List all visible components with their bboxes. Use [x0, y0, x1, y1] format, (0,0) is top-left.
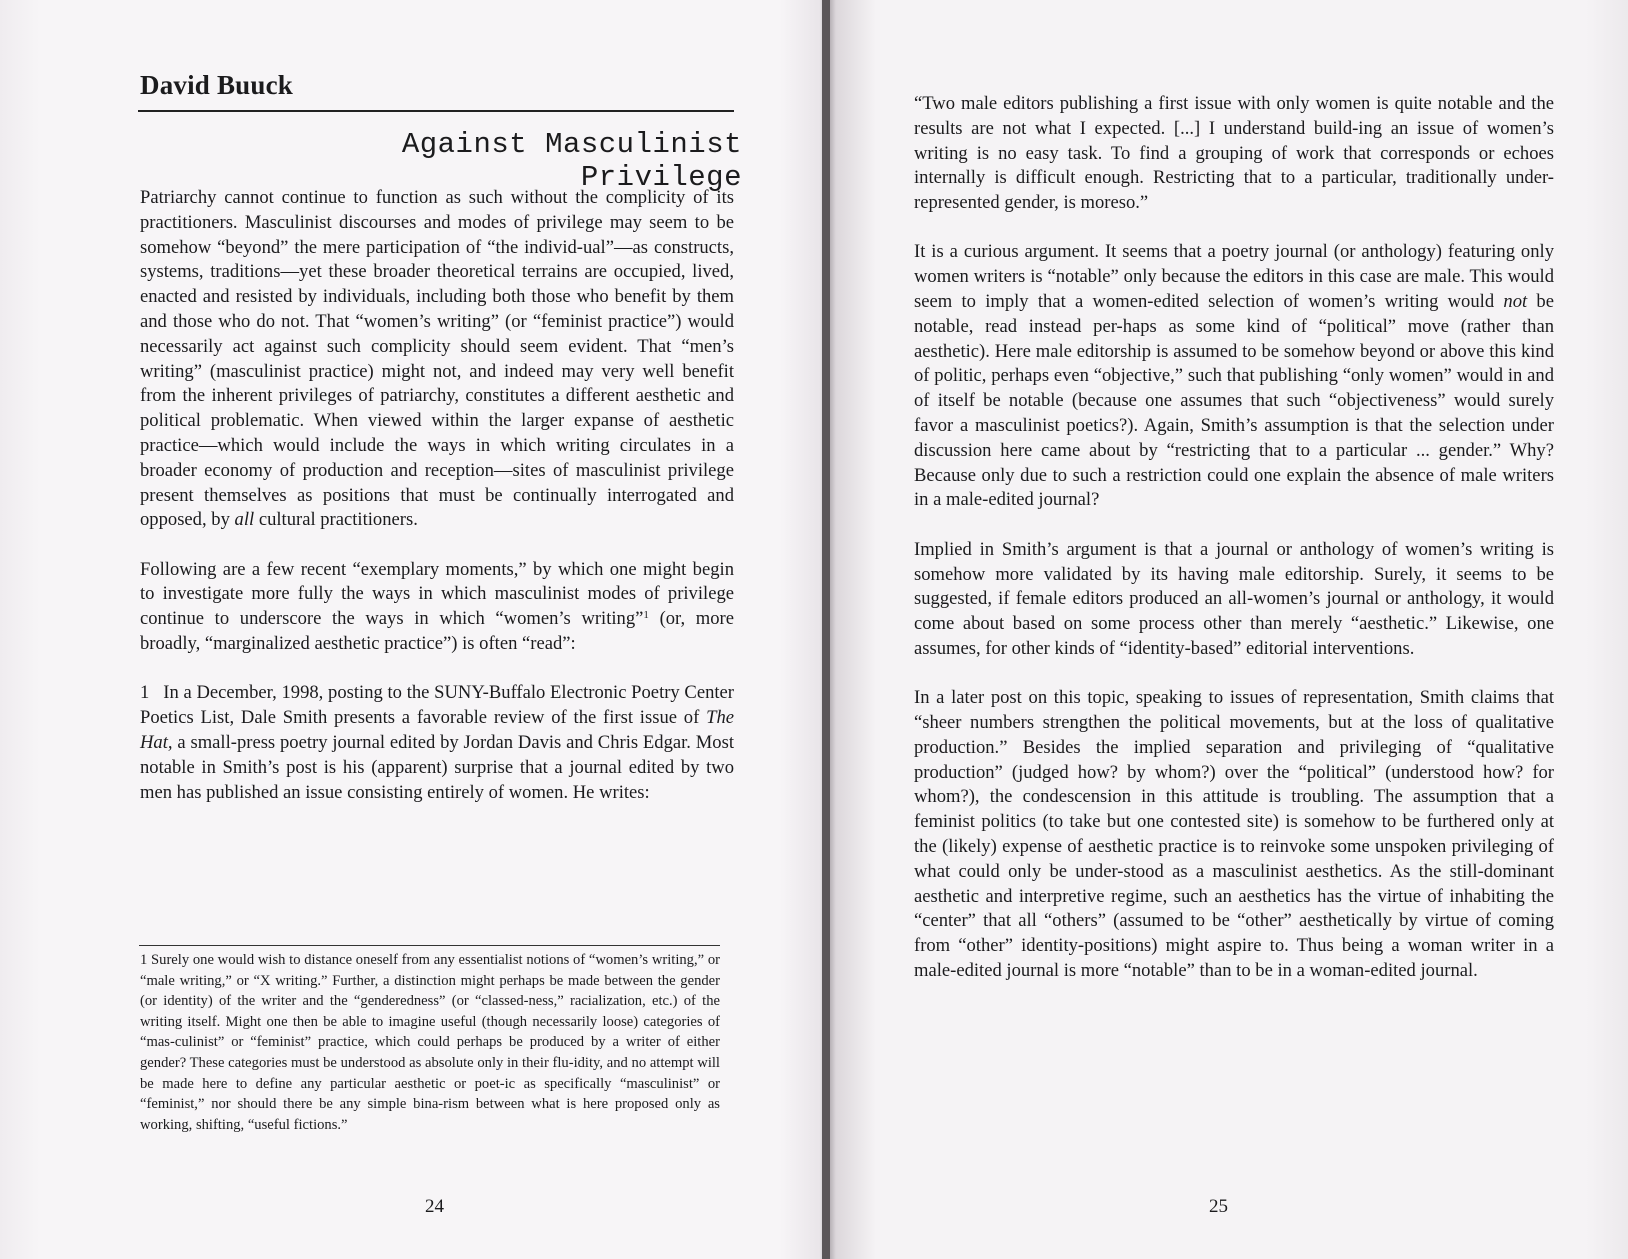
quote-paragraph: “Two male editors publishing a first issue with only women is quite notable and the results are not what I expected. [...] I understand build-ing an issue of women’s writing is no easy task. To find a grouping of work that corresponds or echoes internally is difficult enough. Restricting that to a particular, traditionally under-represented gender, is moreso.” — [914, 93, 1554, 214]
page-number: 25 — [1209, 1196, 1228, 1217]
item-number: 1 — [140, 682, 150, 704]
heading-rule — [138, 110, 734, 112]
author-name: David Buuck — [140, 70, 294, 100]
left-body-text — [140, 186, 734, 830]
right-body-text — [914, 92, 1554, 1008]
book-gutter — [822, 0, 830, 1259]
right-page — [826, 0, 1628, 1259]
footnote-rule — [139, 945, 720, 946]
paragraph: In a later post on this topic, speaking to issues of representation, Smith claims that “sheer numbers strengthen the political movements, but at the loss of qualitative production.” Besides the implied separation and privileging of “qualitative production” (judged how? by whom?) over the “political” (understood how? for whom?), the condescension in this attitude is troubling. The assumption that a feminist politics (to take but one contested site) is somehow to be furthered only at the (likely) expense of aesthetic practice is to reinvoke some unspoken privileging of what could only be under-stood as a masculinist aesthetics. As the still-dominant aesthetic and interpretive regime, such an aesthetics has the virtue of inhabiting the “center” that all “others” (assumed to be “other” aesthetically by virtue of coming from “other” identity-positions) might aspire to. Thus being a woman writer in a male-edited journal is more “notable” than to be in a woman-edited journal. — [914, 687, 1554, 981]
paragraph: Implied in Smith’s argument is that a journal or anthology of women’s writing is somehow more validated by its having male editorship. Surely, it seems to be suggested, if female editors produced an all-women’s journal or anthology, it would come about based on some process other than merely “aesthetic.” Likewise, one assumes, for other kinds of “identity-based” editorial interventions. — [914, 538, 1554, 659]
paragraph: Patriarchy cannot continue to function as such without the complicity of its practitioners. Masculinist discourses and modes of privilege may seem to be somehow “beyond” the mere participation of “the individ-ual”—as constructs, systems, traditions—yet these broader theoretical terrains are occupied, lived, enacted and resisted by individuals, including both those who benefit by them and those who do not. That “women’s writing” (or “feminist practice”) would necessarily act against such complicity should seem evident. That “men’s writing” (masculinist practice) might not, and indeed may very well benefit from the inherent privileges of patriarchy, constitutes a different aesthetic and political problematic. When viewed within the larger expanse of aesthetic practice—which would include the ways in which writing circulates in a broader economy of production and reception—sites of masculinist privilege present themselves as positions that must be continually interrogated and opposed, by all cultural practitioners. — [140, 187, 734, 531]
page-number: 24 — [425, 1196, 444, 1217]
footnote: 1 Surely one would wish to distance oneself from any essentialist notions of “women’s writing,” or “male writing,” or “X writing.” Further, a distinction might perhaps be made between the gender (or identity) of the writer and the “genderedness” (or “classed-ness,” racialization, etc.) of the writing itself. Might one then be able to imagine useful (though necessarily loose) categories of “mas-culinist” or “feminist” practice, which could perhaps be produced by a writer of either gender? These categories must be understood as absolute only in their flu-idity, and no attempt will be made here to define any particular aesthetic or poet-ic as specifically “masculinist” or “feminist,” nor should there be any simple bina-rism between what is here proposed only as working, shifting, “useful fictions.” — [140, 952, 720, 1133]
paragraph: 1 In a December, 1998, posting to the SUNY-Buffalo Electronic Poetry Center Poetics List, Dale Smith presents a favorable review of the first issue of The Hat, a small-press poetry journal edited by Jordan Davis and Chris Edgar. Most notable in Smith’s post is his (apparent) surprise that a journal edited by two men has published an issue consisting entirely of women. He writes: — [140, 682, 735, 803]
footnote-marker[interactable]: 1 — [643, 609, 649, 622]
paragraph: It is a curious argument. It seems that a poetry journal (or anthology) featuring only women writers is “notable” only because the editors in this case are male. This would seem to imply that a women-edited selection of women’s writing would not be notable, read instead per-haps as some kind of “political” move (rather than aesthetic). Here male editorship is assumed to be somehow beyond or above this kind of politic, perhaps even “objective,” such that publishing “only women” would in and of itself be notable (because one assumes that such “objectiveness” would surely favor a masculinist poetics?). Again, Smith’s assumption is that the selection under discussion here came about by “restricting that to a particular ... gender.” Why? Because only due to such a restriction could one explain the absence of male writers in a male-edited journal? — [914, 241, 1554, 511]
essay-title: Against Masculinist Privilege — [401, 128, 742, 194]
paragraph: Following are a few recent “exemplary moments,” by which one might begin to investigate more fully the ways in which masculinist modes of privilege continue to underscore the ways in which “women’s writing”$^1$ (or, more broadly, “marginalized aesthetic practice”) is often “read”: — [140, 558, 734, 655]
